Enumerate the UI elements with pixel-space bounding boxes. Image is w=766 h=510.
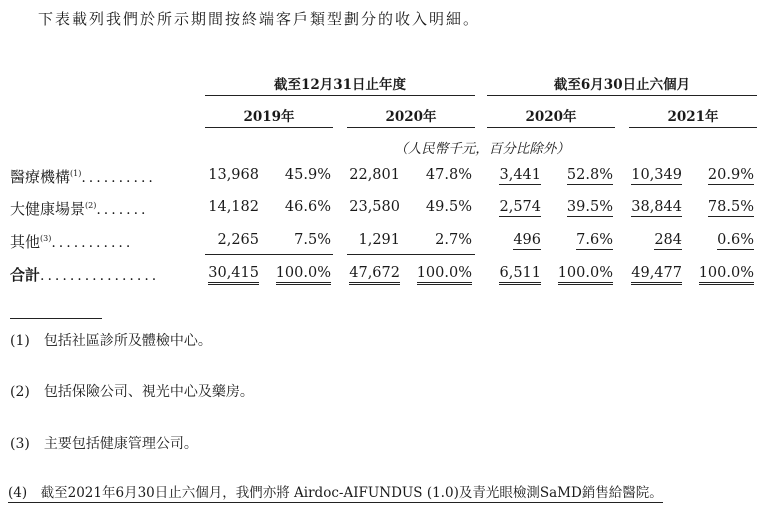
unit-note: （人民幣千元，百分比除外） bbox=[394, 141, 570, 157]
table-cell: 78.5% bbox=[707, 199, 754, 215]
row-label-total bbox=[10, 264, 159, 285]
table-cell: 38,844 bbox=[631, 199, 682, 215]
leader-dots: .......... bbox=[81, 170, 156, 186]
footnote-3: (3) 主要包括健康管理公司。 bbox=[10, 436, 198, 452]
total-cell: 100.0% bbox=[417, 265, 472, 285]
period-rule-2020-h1 bbox=[487, 127, 615, 128]
table-cell: 49.5% bbox=[425, 199, 472, 215]
table-cell: 3,441 bbox=[499, 167, 541, 183]
table-cell: 20.9% bbox=[707, 167, 754, 183]
table-cell: 14,182 bbox=[208, 199, 259, 215]
total-cell: 100.0% bbox=[699, 265, 754, 285]
period-header-2020: 2020年 bbox=[385, 109, 437, 125]
table-cell: 22,801 bbox=[349, 167, 400, 183]
table-cell: 2,574 bbox=[499, 199, 541, 215]
footnote-2: (2) 包括保險公司、視光中心及藥房。 bbox=[10, 384, 254, 400]
row-label-text: 其他 bbox=[10, 233, 41, 251]
row-label-others bbox=[10, 231, 133, 252]
intro-text: 下表載列我們於所示期間按終端客戶類型劃分的收入明細。 bbox=[38, 10, 481, 28]
six-month-group-header: 截至6月30日止六個月 bbox=[553, 77, 691, 93]
footnote-ref: (3) bbox=[40, 234, 52, 243]
table-cell: 23,580 bbox=[349, 199, 400, 215]
period-rule-2019 bbox=[205, 127, 333, 128]
subtotal-rule bbox=[205, 254, 333, 255]
row-label-text: 合計 bbox=[10, 266, 41, 284]
year-end-group-rule bbox=[205, 95, 475, 96]
year-end-group-header: 截至12月31日止年度 bbox=[273, 77, 407, 93]
footnote-4: (4) 截至2021年6月30日止六個月，我們亦將 Airdoc-AIFUNDUS (1.0)及青光眼檢測SaMD銷售給醫院。 bbox=[8, 481, 663, 503]
footnote-ref: (1) bbox=[70, 169, 82, 178]
total-cell: 49,477 bbox=[631, 265, 682, 285]
table-cell: 0.6% bbox=[717, 232, 754, 248]
table-cell: 39.5% bbox=[566, 199, 613, 215]
leader-dots: ................ bbox=[40, 268, 160, 284]
total-cell: 6,511 bbox=[499, 265, 541, 285]
table-cell: 7.6% bbox=[576, 232, 613, 248]
table-cell: 496 bbox=[513, 232, 541, 248]
row-label-text: 大健康場景 bbox=[10, 200, 86, 218]
total-cell: 100.0% bbox=[558, 265, 613, 285]
table-cell: 1,291 bbox=[358, 232, 400, 248]
period-header-2020-h1: 2020年 bbox=[525, 109, 577, 125]
total-cell: 100.0% bbox=[276, 265, 331, 285]
period-rule-2020 bbox=[347, 127, 475, 128]
table-cell: 46.6% bbox=[284, 199, 331, 215]
table-cell: 2,265 bbox=[217, 232, 259, 248]
table-cell: 284 bbox=[654, 232, 682, 248]
table-cell: 7.5% bbox=[294, 232, 331, 248]
period-header-2019: 2019年 bbox=[243, 109, 295, 125]
table-cell: 47.8% bbox=[425, 167, 472, 183]
period-header-2021-h1: 2021年 bbox=[667, 109, 719, 125]
table-cell: 10,349 bbox=[631, 167, 682, 183]
table-cell: 13,968 bbox=[208, 167, 259, 183]
six-month-group-rule bbox=[487, 95, 757, 96]
row-label-health-scenarios bbox=[10, 198, 149, 219]
table-cell: 52.8% bbox=[566, 167, 613, 183]
subtotal-rule bbox=[347, 254, 475, 255]
table-cell: 45.9% bbox=[284, 167, 331, 183]
total-cell: 30,415 bbox=[208, 265, 259, 285]
period-rule-2021-h1 bbox=[629, 127, 757, 128]
footnote-separator bbox=[10, 318, 102, 319]
table-cell: 2.7% bbox=[435, 232, 472, 248]
row-label-medical-institutions bbox=[10, 166, 156, 187]
row-label-text: 醫療機構 bbox=[10, 168, 71, 186]
leader-dots: ....... bbox=[96, 202, 149, 218]
footnote-1: (1) 包括社區診所及體檢中心。 bbox=[10, 333, 212, 349]
leader-dots: ........... bbox=[51, 235, 134, 251]
footnote-ref: (2) bbox=[85, 201, 97, 210]
total-cell: 47,672 bbox=[349, 265, 400, 285]
